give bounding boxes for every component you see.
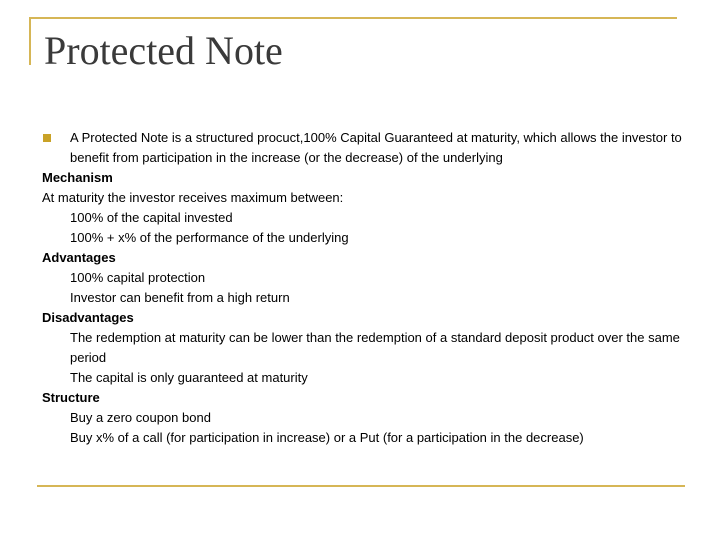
list-item: Buy x% of a call (for participation in increase) or a Put (for a participation in the decrease) <box>70 430 584 445</box>
bottom-rule <box>37 485 685 487</box>
list-item: The redemption at maturity can be lower than the redemption of a standard deposit product over the same period <box>70 330 680 365</box>
list-item: Buy a zero coupon bond <box>70 410 211 425</box>
intro-bullet <box>42 128 682 168</box>
square-bullet-icon <box>43 134 51 142</box>
mechanism-lead: At maturity the investor receives maximum between: <box>42 190 344 205</box>
list-item: The capital is only guaranteed at maturity <box>70 370 308 385</box>
intro-text: A Protected Note is a structured procuct,100% Capital Guaranteed at maturity, which allows the investor to benefit from participation in the increase (or the decrease) of the underlying <box>70 130 682 165</box>
list-item: 100% of the capital invested <box>70 210 233 225</box>
section-heading-structure: Structure <box>42 390 100 405</box>
section-heading-mechanism: Mechanism <box>42 170 113 185</box>
section-heading-advantages: Advantages <box>42 250 116 265</box>
slide-body <box>42 128 682 448</box>
slide-title: Protected Note <box>44 28 283 73</box>
top-rule-horizontal <box>29 17 677 19</box>
section-heading-disadvantages: Disadvantages <box>42 310 134 325</box>
top-rule-vertical <box>29 17 31 65</box>
list-item: Investor can benefit from a high return <box>70 290 290 305</box>
list-item: 100% + x% of the performance of the underlying <box>70 230 349 245</box>
list-item: 100% capital protection <box>70 270 206 285</box>
